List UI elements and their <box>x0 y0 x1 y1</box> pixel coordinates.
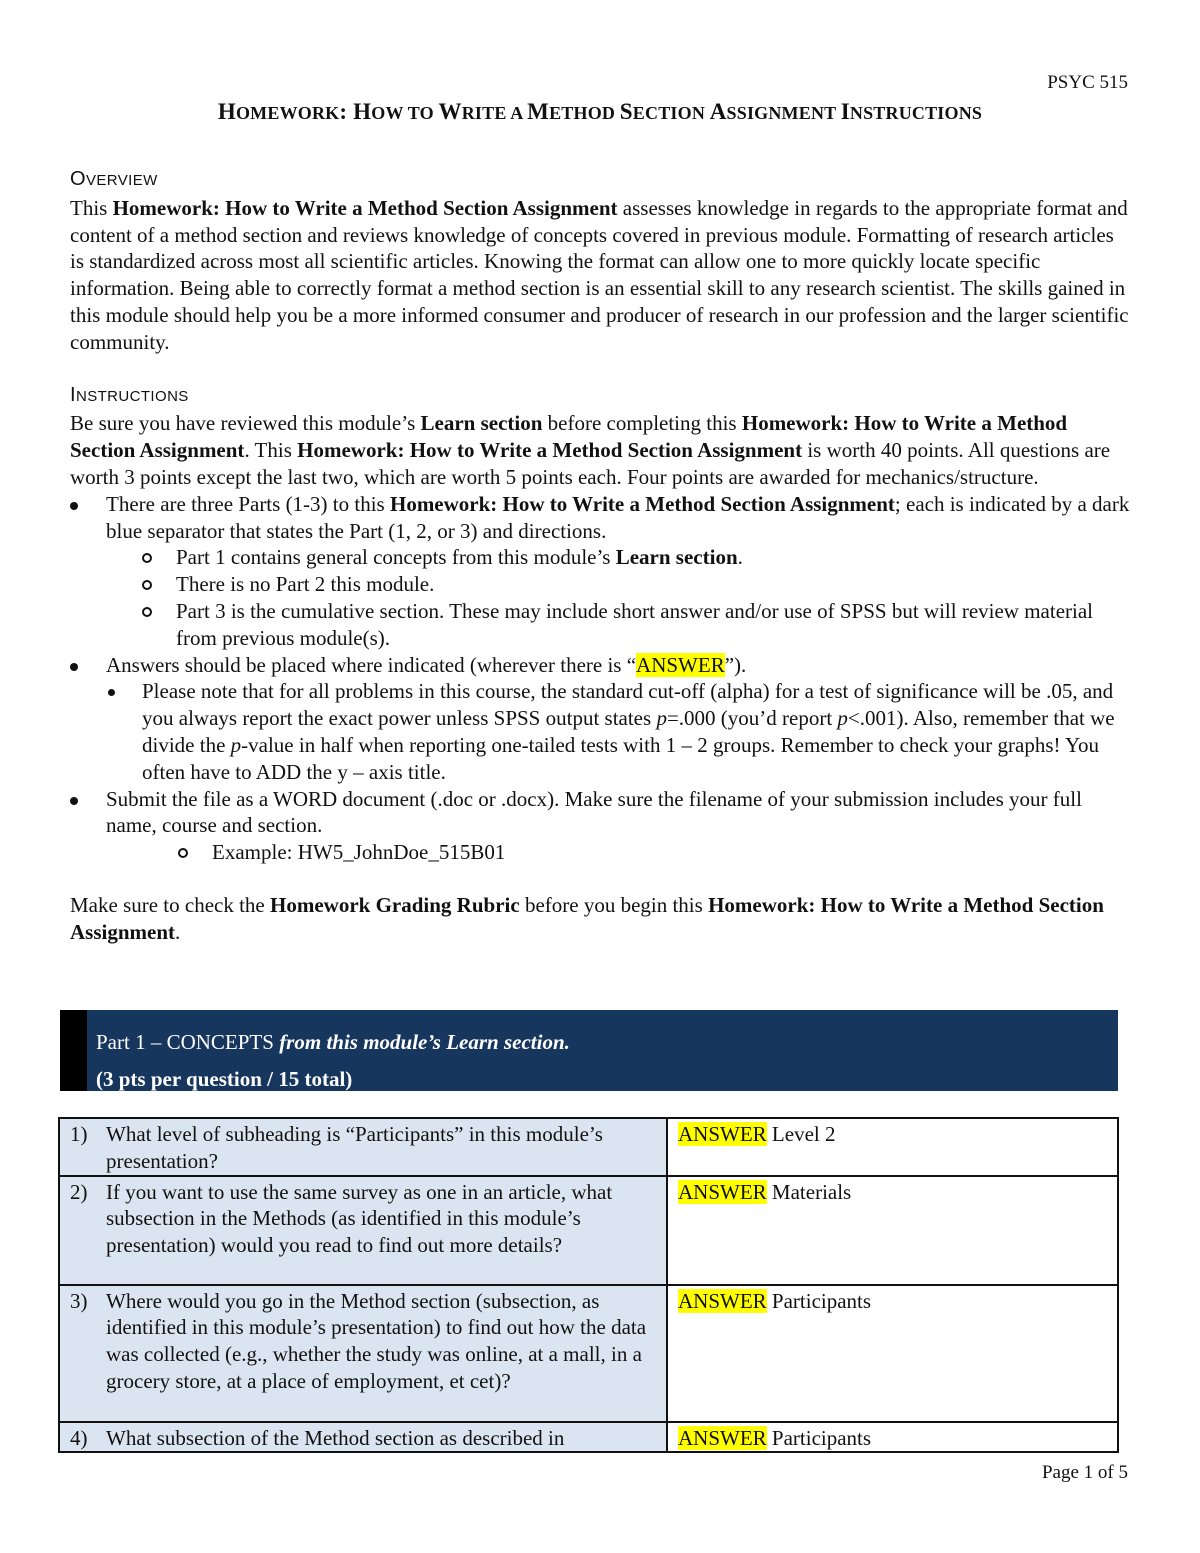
course-header: PSYC 515 <box>1047 72 1128 93</box>
list-item: Submit the file as a WORD document (.doc or .docx). Make sure the filename of your submission includes your full name, course and section. <box>70 786 1132 840</box>
part1-banner-points: (3 pts per question / 15 total) <box>96 1067 353 1091</box>
instructions-heading: INSTRUCTIONS <box>70 383 189 406</box>
page-number: Page 1 of 5 <box>1041 1462 1128 1483</box>
instructions-paragraph: Be sure you have reviewed this module’s Learn section before completing this Homework: How to Write a Method Section Assignment. This Homework: How to Write a Method Section Assignment is worth 40 points. All questions are worth 3 points except the last two, which are worth 5 points each. Four points are awarded for mechanics/structure. <box>70 411 1111 489</box>
table-row <box>59 1176 1118 1285</box>
hollow-bullet-icon <box>142 607 152 617</box>
overview-paragraph: This Homework: How to Write a Method Section Assignment assesses knowledge in regards to the appropriate format and content of a method section and reviews knowledge of concepts covered in previous module. Formatting of research articles is standardized across most all scientific articles. Knowing the format can allow one to more quickly locate specific information. Being able to correctly format a method section is an essential skill to any research scientist. The skills gained in this module should help you be a more informed consumer and producer of research in our profession and the larger scientific community. <box>70 195 1129 354</box>
part1-banner-title: Part 1 – CONCEPTS from this module’s Learn section. <box>96 1030 570 1054</box>
answer-cell[interactable]: ANSWER Participants <box>667 1422 1118 1453</box>
document-title: HOMEWORK: HOW TO WRITE A METHOD SECTION ASSIGNMENT INSTRUCTIONS <box>217 99 983 124</box>
list-item: Part 3 is the cumulative section. These may include short answer and/or use of SPSS but will review material from previous module(s). <box>70 598 1132 652</box>
table-row <box>59 1285 1118 1422</box>
list-item: Answers should be placed where indicated (wherever there is “ANSWER”). <box>70 652 1132 679</box>
question-cell: 1) What level of subheading is “Participants” in this module’s presentation? <box>59 1118 667 1176</box>
answer-highlight: ANSWER <box>678 1425 767 1450</box>
rubric-paragraph: Make sure to check the Homework Grading Rubric before you begin this Homework: How to Write a Method Section Assignment. <box>70 892 1104 944</box>
table-row <box>59 1118 1118 1176</box>
question-cell: 4) What subsection of the Method section as described in <box>59 1422 667 1453</box>
list-item: Part 1 contains general concepts from this module’s Learn section. <box>70 544 1132 571</box>
list-item: Please note that for all problems in this course, the standard cut-off (alpha) for a test of significance will be .05, and you always report the exact power unless SPSS output states p=.000 (you’d report p<.001). Also, remember that we divide the p-value in half when reporting one-tailed tests with 1 – 2 groups. Remember to check your graphs! You often have to ADD the y – axis title. <box>70 678 1132 785</box>
document-body <box>70 166 1132 946</box>
answer-highlight: ANSWER <box>678 1179 767 1204</box>
answer-highlight: ANSWER <box>636 652 725 677</box>
list-item: There are three Parts (1-3) to this Homework: How to Write a Method Section Assignment; each is indicated by a dark blue separator that states the Part (1, 2, or 3) and directions. <box>70 491 1132 545</box>
table-row <box>59 1422 1118 1453</box>
bullet-icon <box>70 502 78 510</box>
hollow-bullet-icon <box>178 848 188 858</box>
answer-cell[interactable]: ANSWER Level 2 <box>667 1118 1118 1176</box>
answer-highlight: ANSWER <box>678 1122 767 1146</box>
bullet-icon <box>70 797 78 805</box>
answer-cell[interactable]: ANSWER Materials <box>667 1176 1118 1285</box>
bullet-icon <box>108 689 115 696</box>
list-item: There is no Part 2 this module. <box>70 571 1132 598</box>
question-cell: 3) Where would you go in the Method section (subsection, as identified in this module’s presentation) to find out how the data was collected (e.g., whether the study was online, at a mall, in a grocery store, at a place of employment, et cet)? <box>59 1285 667 1422</box>
instructions-list <box>70 491 1132 866</box>
hollow-bullet-icon <box>142 580 152 590</box>
questions-table <box>58 1117 1119 1453</box>
hollow-bullet-icon <box>142 553 152 563</box>
bullet-icon <box>70 663 78 671</box>
list-item: Example: HW5_JohnDoe_515B01 <box>70 839 1132 866</box>
answer-highlight: ANSWER <box>678 1288 767 1313</box>
answer-cell[interactable]: ANSWER Participants <box>667 1285 1118 1422</box>
part1-banner <box>60 1010 1118 1091</box>
question-cell: 2) If you want to use the same survey as one in an article, what subsection in the Methods (as identified in this module’s presentation) would you read to find out more details? <box>59 1176 667 1285</box>
overview-heading: OVERVIEW <box>70 168 158 190</box>
